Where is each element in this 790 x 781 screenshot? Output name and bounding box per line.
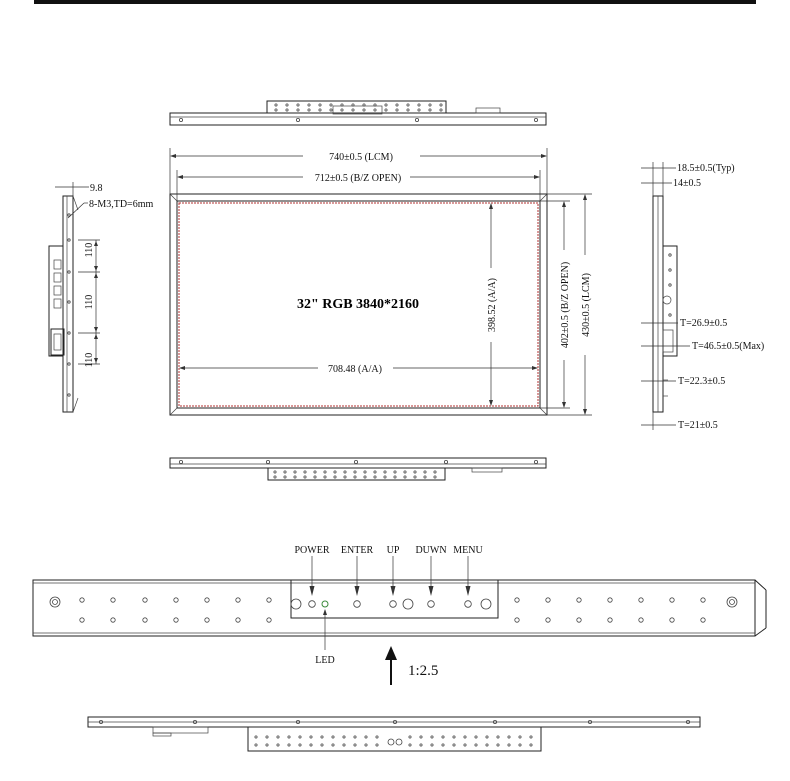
right-side-view — [641, 162, 764, 431]
control-button-menu — [465, 601, 472, 608]
dim-t3: T=22.3±0.5 — [678, 376, 726, 387]
dim-top: 9.8 — [90, 183, 103, 194]
button-label-power: POWER — [294, 545, 330, 556]
dim-screw: 8-M3,TD=6mm — [89, 199, 154, 210]
button-label-duwn: DUWN — [415, 545, 447, 556]
panel-title: 32" RGB 3840*2160 — [296, 297, 420, 312]
dim-bz-width: 712±0.5 (B/Z OPEN) — [314, 173, 402, 184]
dim-t2: T=46.5±0.5(Max) — [692, 341, 765, 352]
bottom-view — [170, 458, 546, 480]
mount-screw-icon — [727, 597, 737, 607]
dim-pitch-3: 110 — [84, 352, 95, 368]
led-indicator-icon — [322, 601, 328, 607]
dim-depth-typ: 18.5±0.5(Typ) — [677, 163, 735, 174]
top-view — [170, 101, 546, 125]
button-label-enter: ENTER — [340, 545, 374, 556]
dim-lcm-width: 740±0.5 (LCM) — [329, 152, 393, 163]
dim-depth-bezel: 14±0.5 — [673, 178, 701, 189]
dim-lcm-height: 430±0.5 (LCM) — [581, 273, 592, 337]
dim-pitch-1: 110 — [84, 242, 95, 258]
control-button-duwn — [428, 601, 435, 608]
dim-bz-height: 402±0.5 (B/Z OPEN) — [560, 261, 571, 349]
mount-screw-icon — [50, 597, 60, 607]
button-label-menu: MENU — [453, 545, 483, 556]
front-view — [170, 148, 592, 415]
knob-icon — [403, 599, 413, 609]
dim-aa-width: 708.48 (A/A) — [328, 364, 382, 375]
bottom-section-view — [88, 717, 700, 751]
knob-icon — [291, 599, 301, 609]
led-label: LED — [315, 655, 335, 666]
dim-aa-height: 398.52 (A/A) — [487, 278, 498, 332]
dim-pitch-2: 110 — [84, 294, 95, 310]
left-side-view — [49, 182, 153, 412]
scale-label: 1:2.5 — [408, 663, 439, 679]
knob-icon — [481, 599, 491, 609]
dim-t4: T=21±0.5 — [678, 420, 718, 431]
top-border-bar — [34, 0, 756, 4]
button-board — [291, 580, 498, 618]
control-button-power — [309, 601, 316, 608]
control-panel-detail — [33, 545, 766, 685]
scale-arrow-icon — [385, 646, 397, 660]
dim-t1: T=26.9±0.5 — [680, 318, 728, 329]
button-label-up: UP — [386, 545, 400, 556]
control-button-enter — [354, 601, 361, 608]
control-button-up — [390, 601, 397, 608]
